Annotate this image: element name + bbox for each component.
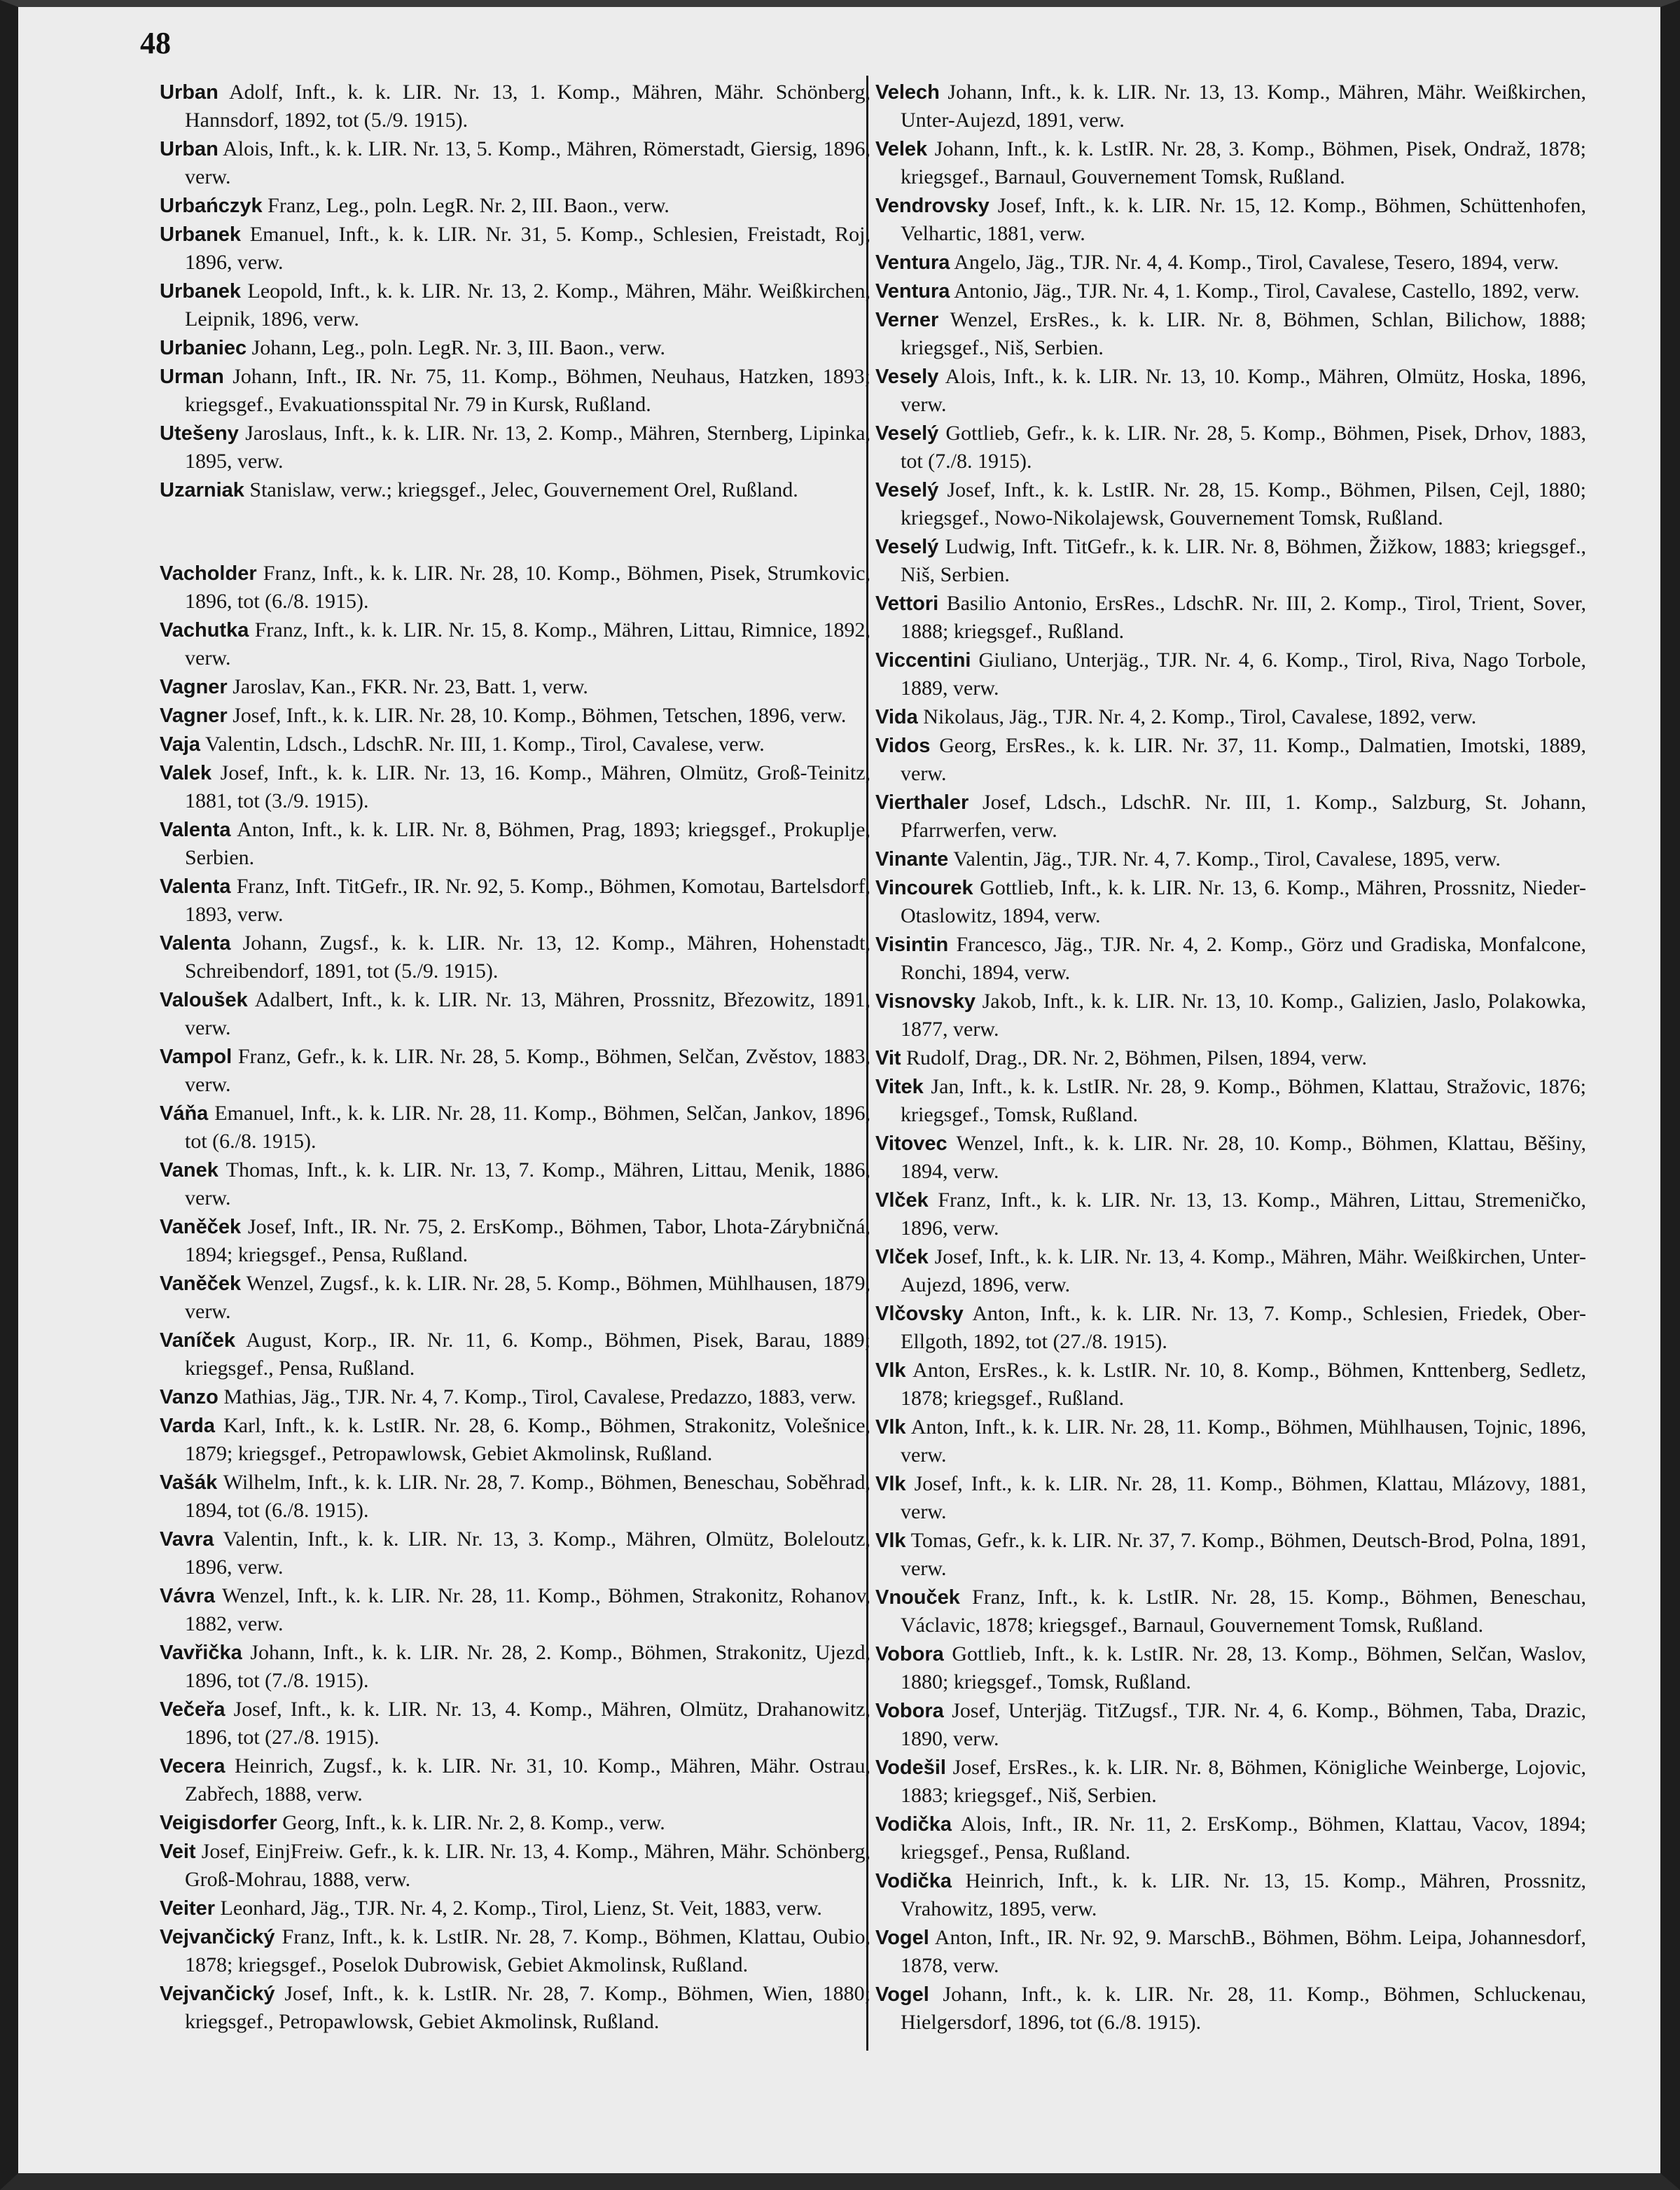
entry-details: Jaroslav, Kan., FKR. Nr. 23, Batt. 1, verw. — [232, 675, 588, 698]
casualty-entry — [875, 1300, 1586, 1356]
surname: Veselý — [875, 422, 939, 445]
entry-details: Johann, Inft., k. k. LIR. Nr. 28, 11. Komp., Böhmen, Schluckenau, Hielgersdorf, 1896, tot (6./8. 1915). — [901, 1983, 1587, 2034]
surname: Vampol — [160, 1046, 232, 1068]
casualty-entry — [160, 702, 870, 730]
surname: Vlček — [875, 1246, 929, 1268]
surname: Urbanek — [160, 280, 242, 303]
entry-details: Gottlieb, Inft., k. k. LIR. Nr. 13, 6. Komp., Mähren, Prossnitz, Nieder-Otaslowitz, 1894, verw. — [901, 876, 1587, 927]
entry-details: Thomas, Inft., k. k. LIR. Nr. 13, 7. Komp., Mähren, Littau, Menik, 1886, verw. — [185, 1158, 870, 1210]
entry-details: Basilio Antonio, ErsRes., LdschR. Nr. III, 2. Komp., Tirol, Trient, Sover, 1888; kriegsgef., Rußland. — [901, 592, 1587, 643]
casualty-entry — [875, 420, 1586, 476]
entry-details: Nikolaus, Jäg., TJR. Nr. 4, 2. Komp., Tirol, Cavalese, 1892, verw. — [923, 705, 1477, 728]
casualty-entry — [160, 1639, 870, 1695]
casualty-entry — [160, 221, 870, 277]
entry-details: Valentin, Jäg., TJR. Nr. 4, 7. Komp., Tirol, Cavalese, 1895, verw. — [953, 847, 1501, 871]
casualty-entry — [875, 1867, 1586, 1923]
casualty-entry — [875, 363, 1586, 419]
casualty-entry — [160, 1383, 870, 1411]
entry-details: Franz, Inft., k. k. LIR. Nr. 28, 10. Komp., Böhmen, Pisek, Strumkovic, 1896, tot (6./8. 1915). — [185, 562, 870, 613]
casualty-entry — [875, 249, 1586, 277]
casualty-entry — [875, 1470, 1586, 1526]
right-column — [875, 78, 1586, 2037]
casualty-entry — [875, 135, 1586, 191]
casualty-entry — [875, 845, 1586, 873]
casualty-entry — [160, 1270, 870, 1326]
surname: Vecera — [160, 1755, 225, 1777]
surname: Urman — [160, 366, 224, 388]
entry-details: Mathias, Jäg., TJR. Nr. 4, 7. Komp., Tirol, Cavalese, Predazzo, 1883, verw. — [223, 1385, 856, 1408]
casualty-entry — [160, 1582, 870, 1638]
entry-details: Rudolf, Drag., DR. Nr. 2, Böhmen, Pilsen, 1894, verw. — [906, 1046, 1368, 1069]
entry-details: Wenzel, ErsRes., k. k. LIR. Nr. 8, Böhmen, Schlan, Bilichow, 1888; kriegsgef., Niš, Serbien. — [901, 308, 1586, 359]
section-gap — [160, 505, 870, 560]
surname: Vitek — [875, 1076, 924, 1098]
casualty-entry — [160, 816, 870, 872]
surname: Uzarniak — [160, 479, 244, 501]
entry-details: Tomas, Gefr., k. k. LIR. Nr. 37, 7. Komp., Böhmen, Deutsch-Brod, Polna, 1891, verw. — [901, 1529, 1586, 1580]
casualty-entry — [160, 730, 870, 758]
entry-details: Francesco, Jäg., TJR. Nr. 4, 2. Komp., Görz und Gradiska, Monfalcone, Ronchi, 1894, verw. — [901, 933, 1586, 984]
entry-details: Franz, Inft., k. k. LstIR. Nr. 28, 15. Komp., Böhmen, Beneschau, Václavic, 1878; kriegsgef., Barnaul, Gouvernement Tomsk, Rußland. — [901, 1586, 1587, 1637]
surname: Vogel — [875, 1927, 929, 1949]
entry-details: Heinrich, Zugsf., k. k. LIR. Nr. 31, 10. Komp., Mähren, Mähr. Ostrau, Zabřech, 1888, verw. — [185, 1754, 871, 1806]
surname: Vagner — [160, 705, 228, 727]
entry-details: Valentin, Ldsch., LdschR. Nr. III, 1. Komp., Tirol, Cavalese, verw. — [205, 733, 765, 756]
entry-details: Josef, Inft., k. k. LIR. Nr. 28, 11. Komp., Böhmen, Klattau, Mlázovy, 1881, verw. — [901, 1472, 1586, 1523]
surname: Ventura — [875, 280, 950, 303]
left-column-v-section — [160, 560, 870, 2036]
casualty-entry — [160, 1980, 870, 2036]
entry-details: Franz, Leg., poln. LegR. Nr. 2, III. Baon., verw. — [268, 194, 669, 217]
casualty-entry — [160, 1412, 870, 1468]
casualty-entry — [875, 1981, 1586, 2037]
casualty-entry — [875, 1357, 1586, 1413]
entry-details: Josef, Inft., k. k. LIR. Nr. 13, 16. Komp., Mähren, Olmütz, Groß-Teinitz, 1881, tot (3./9. 1915). — [185, 761, 871, 812]
entry-details: Anton, Inft., k. k. LIR. Nr. 13, 7. Komp., Schlesien, Friedek, Ober-Ellgoth, 1892, tot (27./8. 1915). — [901, 1302, 1586, 1353]
entry-details: Antonio, Jäg., TJR. Nr. 4, 1. Komp., Tirol, Cavalese, Castello, 1892, verw. — [954, 279, 1580, 303]
surname: Vodešil — [875, 1756, 946, 1779]
surname: Urban — [160, 138, 218, 160]
casualty-entry — [875, 1527, 1586, 1583]
casualty-entry — [160, 1525, 870, 1581]
surname: Vidos — [875, 735, 931, 757]
surname: Valoušek — [160, 989, 248, 1011]
entry-details: Leopold, Inft., k. k. LIR. Nr. 13, 2. Komp., Mähren, Mähr. Weißkirchen, Leipnik, 1896, verw. — [185, 279, 871, 331]
entry-details: Franz, Inft. TitGefr., IR. Nr. 92, 5. Komp., Böhmen, Komotau, Bartelsdorf, 1893, verw. — [185, 875, 871, 926]
casualty-entry — [160, 1156, 870, 1212]
casualty-entry — [160, 363, 870, 419]
surname: Veselý — [875, 536, 939, 558]
casualty-entry — [160, 1100, 870, 1156]
casualty-entry — [875, 306, 1586, 362]
entry-details: Ludwig, Inft. TitGefr., k. k. LIR. Nr. 8, Böhmen, Žižkow, 1883; kriegsgef., Niš, Serbien. — [901, 535, 1587, 586]
entry-details: Karl, Inft., k. k. LstIR. Nr. 28, 6. Komp., Böhmen, Strakonitz, Volešnice, 1879; kriegsgef., Petropawlowsk, Gebiet Akmolinsk, Rußland. — [185, 1414, 871, 1465]
casualty-entry — [875, 476, 1586, 532]
casualty-entry — [160, 1213, 870, 1269]
casualty-entry — [875, 533, 1586, 589]
casualty-entry — [160, 616, 870, 672]
casualty-entry — [875, 78, 1586, 134]
surname: Vnouček — [875, 1586, 960, 1609]
surname: Utešeny — [160, 422, 239, 445]
casualty-entry — [875, 874, 1586, 930]
entry-details: Adolf, Inft., k. k. LIR. Nr. 13, 1. Komp., Mähren, Mähr. Schönberg, Hannsdorf, 1892, tot (5./9. 1915). — [185, 81, 870, 132]
entry-details: Josef, Inft., k. k. LstIR. Nr. 28, 7. Komp., Böhmen, Wien, 1880; kriegsgef., Petropawlowsk, Gebiet Akmolinsk, Rußland. — [185, 1982, 870, 2033]
entry-details: Giuliano, Unterjäg., TJR. Nr. 4, 6. Komp., Tirol, Riva, Nago Torbole, 1889, verw. — [901, 649, 1586, 700]
surname: Vejvančický — [160, 1926, 275, 1948]
casualty-entry — [875, 590, 1586, 646]
casualty-entry — [875, 1697, 1586, 1753]
casualty-entry — [160, 1752, 870, 1808]
casualty-entry — [875, 192, 1586, 248]
casualty-entry — [875, 1413, 1586, 1469]
surname: Ventura — [875, 251, 950, 274]
surname: Vlk — [875, 1530, 906, 1552]
surname: Urbańczyk — [160, 195, 263, 217]
entry-details: Franz, Inft., k. k. LIR. Nr. 15, 8. Komp., Mähren, Littau, Rimnice, 1892, verw. — [185, 618, 870, 670]
entry-details: Emanuel, Inft., k. k. LIR. Nr. 31, 5. Komp., Schlesien, Freistadt, Roj, 1896, verw. — [185, 223, 870, 274]
surname: Vavra — [160, 1528, 214, 1551]
casualty-entry — [875, 931, 1586, 987]
entry-details: Jan, Inft., k. k. LstIR. Nr. 28, 9. Komp., Böhmen, Klattau, Stražovic, 1876; kriegsgef., Tomsk, Rußland. — [901, 1075, 1587, 1126]
entry-details: Alois, Inft., IR. Nr. 11, 2. ErsKomp., Böhmen, Klattau, Vacov, 1894; kriegsgef., Pensa, Rußland. — [901, 1813, 1586, 1864]
surname: Vitovec — [875, 1132, 947, 1155]
surname: Vobora — [875, 1643, 944, 1665]
surname: Vida — [875, 706, 918, 728]
entry-details: Anton, Inft., k. k. LIR. Nr. 8, Böhmen, Prag, 1893; kriegsgef., Prokuplje, Serbien. — [185, 818, 870, 869]
surname: Vlk — [875, 1473, 906, 1495]
surname: Valek — [160, 762, 212, 784]
casualty-entry — [875, 703, 1586, 731]
surname: Vogel — [875, 1983, 929, 2006]
casualty-entry — [875, 646, 1586, 702]
casualty-entry — [160, 334, 870, 362]
surname: Vavřička — [160, 1642, 242, 1664]
surname: Vanzo — [160, 1386, 218, 1408]
entry-details: Emanuel, Inft., k. k. LIR. Nr. 28, 11. Komp., Böhmen, Selčan, Jankov, 1896, tot (6./8. 1915). — [185, 1102, 870, 1153]
entry-details: Johann, Leg., poln. LegR. Nr. 3, III. Baon., verw. — [251, 336, 666, 359]
entry-details: Johann, Inft., k. k. LIR. Nr. 28, 2. Komp., Böhmen, Strakonitz, Ujezd, 1896, tot (7./8. 1915). — [185, 1641, 871, 1692]
entry-details: Franz, Inft., k. k. LIR. Nr. 13, 13. Komp., Mähren, Littau, Stremeničko, 1896, verw. — [901, 1188, 1587, 1240]
surname: Veselý — [875, 479, 939, 501]
surname: Vesely — [875, 366, 939, 388]
surname: Vlček — [875, 1189, 929, 1212]
surname: Vierthaler — [875, 791, 969, 814]
right-column-v-section — [875, 78, 1586, 2037]
surname: Vincourek — [875, 877, 973, 899]
entry-details: Alois, Inft., k. k. LIR. Nr. 13, 10. Komp., Mähren, Olmütz, Hoska, 1896, verw. — [901, 365, 1586, 416]
surname: Valenta — [160, 819, 231, 841]
casualty-entry — [160, 1923, 870, 1979]
entry-details: Josef, Unterjäg. TitZugsf., TJR. Nr. 4, 6. Komp., Böhmen, Taba, Drazic, 1890, verw. — [901, 1699, 1587, 1750]
left-column-u-section — [160, 78, 870, 504]
casualty-entry — [160, 1809, 870, 1837]
entry-details: Anton, ErsRes., k. k. LstIR. Nr. 10, 8. Komp., Böhmen, Knttenberg, Sedletz, 1878; kriegsgef., Rußland. — [901, 1359, 1586, 1410]
casualty-entry — [160, 420, 870, 476]
entry-details: Johann, Inft., k. k. LstIR. Nr. 28, 3. Komp., Böhmen, Pisek, Ondraž, 1878; kriegsgef., Barnaul, Gouvernement Tomsk, Rußland. — [901, 137, 1586, 188]
surname: Visintin — [875, 934, 949, 956]
surname: Vobora — [875, 1700, 944, 1722]
surname: Vaníček — [160, 1329, 236, 1352]
entry-details: Josef, Inft., k. k. LIR. Nr. 13, 4. Komp., Mähren, Mähr. Weißkirchen, Unter-Aujezd, 1896, verw. — [901, 1245, 1587, 1296]
casualty-entry — [160, 1469, 870, 1525]
surname: Vlk — [875, 1359, 906, 1382]
entry-details: Gottlieb, Gefr., k. k. LIR. Nr. 28, 5. Komp., Böhmen, Pisek, Drhov, 1883, tot (7./8. 1915). — [901, 422, 1587, 473]
casualty-entry — [875, 732, 1586, 788]
entry-details: Georg, ErsRes., k. k. LIR. Nr. 37, 11. Komp., Dalmatien, Imotski, 1889, verw. — [901, 734, 1586, 785]
casualty-entry — [160, 673, 870, 701]
entry-details: Jaroslaus, Inft., k. k. LIR. Nr. 13, 2. Komp., Mähren, Sternberg, Lipinka, 1895, verw. — [185, 422, 870, 473]
surname: Urbanek — [160, 223, 242, 246]
surname: Vit — [875, 1047, 901, 1069]
surname: Viccentini — [875, 649, 971, 672]
casualty-entry — [160, 873, 870, 929]
entry-details: Anton, Inft., IR. Nr. 92, 9. MarschB., Böhmen, Böhm. Leipa, Johannesdorf, 1878, verw. — [901, 1926, 1586, 1977]
entry-details: Franz, Inft., k. k. LstIR. Nr. 28, 7. Komp., Böhmen, Klattau, Oubio, 1878; kriegsgef., Poselok Dubrowisk, Gebiet Akmolinsk, Rußland. — [185, 1925, 871, 1976]
surname: Vašák — [160, 1471, 218, 1494]
casualty-entry — [160, 929, 870, 985]
surname: Vagner — [160, 676, 228, 698]
casualty-entry — [875, 1186, 1586, 1242]
surname: Vlčovsky — [875, 1303, 964, 1325]
entry-details: Stanislaw, verw.; kriegsgef., Jelec, Gouvernement Orel, Rußland. — [249, 478, 798, 501]
casualty-entry — [160, 1696, 870, 1752]
surname: Valenta — [160, 932, 231, 955]
entry-details: Wenzel, Inft., k. k. LIR. Nr. 28, 10. Komp., Böhmen, Klattau, Běšiny, 1894, verw. — [901, 1132, 1586, 1183]
surname: Vávra — [160, 1585, 216, 1607]
left-column — [160, 78, 870, 2037]
surname: Vejvančický — [160, 1983, 275, 2005]
surname: Velech — [875, 81, 940, 104]
surname: Visnovsky — [875, 990, 976, 1013]
surname: Vodička — [875, 1870, 952, 1892]
entry-details: Wenzel, Inft., k. k. LIR. Nr. 28, 11. Komp., Böhmen, Strakonitz, Rohanov, 1882, verw. — [185, 1584, 870, 1635]
surname: Urban — [160, 81, 218, 104]
surname: Vendrovsky — [875, 195, 990, 217]
surname: Vaněček — [160, 1216, 242, 1238]
surname: Veit — [160, 1841, 196, 1863]
surname: Vacholder — [160, 562, 257, 585]
casualty-entry — [160, 1043, 870, 1099]
casualty-entry — [160, 277, 870, 333]
entry-details: Angelo, Jäg., TJR. Nr. 4, 4. Komp., Tirol, Cavalese, Tesero, 1894, verw. — [954, 251, 1560, 274]
surname: Veiter — [160, 1897, 215, 1920]
casualty-entry — [160, 78, 870, 134]
casualty-entry — [875, 1073, 1586, 1129]
surname: Vachutka — [160, 619, 249, 642]
entry-details: Josef, Ldsch., LdschR. Nr. III, 1. Komp., Salzburg, St. Johann, Pfarrwerfen, verw. — [901, 791, 1587, 842]
casualty-entry — [875, 1640, 1586, 1696]
entry-details: Heinrich, Inft., k. k. LIR. Nr. 13, 15. Komp., Mähren, Prossnitz, Vrahowitz, 1895, verw. — [901, 1869, 1587, 1920]
page-number: 48 — [140, 26, 171, 60]
casualty-entry — [875, 789, 1586, 845]
entry-details: Gottlieb, Inft., k. k. LstIR. Nr. 28, 13. Komp., Böhmen, Selčan, Waslov, 1880; kriegsgef., Tomsk, Rußland. — [901, 1642, 1586, 1693]
casualty-entry — [160, 1894, 870, 1922]
entry-details: Johann, Zugsf., k. k. LIR. Nr. 13, 12. Komp., Mähren, Hohenstadt, Schreibendorf, 1891, tot (5./9. 1915). — [185, 931, 870, 983]
casualty-entry — [160, 759, 870, 815]
surname: Vettori — [875, 592, 939, 615]
entry-details: Wilhelm, Inft., k. k. LIR. Nr. 28, 7. Komp., Böhmen, Beneschau, Soběhrad, 1894, tot (6./8. 1915). — [185, 1471, 870, 1522]
entry-details: Anton, Inft., k. k. LIR. Nr. 28, 11. Komp., Böhmen, Mühlhausen, Tojnic, 1896, verw. — [901, 1415, 1586, 1467]
entry-details: Josef, ErsRes., k. k. LIR. Nr. 8, Böhmen, Königliche Weinberge, Lojovic, 1883; kriegsgef., Niš, Serbien. — [901, 1756, 1587, 1807]
surname: Vanek — [160, 1159, 218, 1181]
casualty-entry — [160, 192, 870, 220]
surname: Vlk — [875, 1416, 906, 1439]
entry-details: Alois, Inft., k. k. LIR. Nr. 13, 5. Komp., Mähren, Römerstadt, Giersig, 1896, verw. — [185, 137, 870, 188]
surname: Vinante — [875, 848, 949, 871]
casualty-entry — [160, 1838, 870, 1894]
casualty-entry — [875, 277, 1586, 305]
surname: Vaněček — [160, 1273, 242, 1295]
entry-details: Josef, Inft., k. k. LIR. Nr. 15, 12. Komp., Böhmen, Schüttenhofen, Velhartic, 1881, verw. — [901, 194, 1587, 245]
entry-details: August, Korp., IR. Nr. 11, 6. Komp., Böhmen, Pisek, Barau, 1889; kriegsgef., Pensa, Rußland. — [185, 1329, 870, 1380]
entry-details: Josef, Inft., k. k. LIR. Nr. 28, 10. Komp., Böhmen, Tetschen, 1896, verw. — [232, 704, 847, 727]
entry-details: Josef, Inft., IR. Nr. 75, 2. ErsKomp., Böhmen, Tabor, Lhota-Zárybničná, 1894; kriegsgef., Pensa, Rußland. — [185, 1215, 870, 1266]
surname: Velek — [875, 138, 928, 160]
surname: Veigisdorfer — [160, 1812, 277, 1834]
surname: Urbaniec — [160, 337, 247, 359]
surname: Varda — [160, 1415, 215, 1437]
surname: Večeřa — [160, 1698, 225, 1721]
surname: Vaja — [160, 733, 201, 756]
entry-details: Johann, Inft., k. k. LIR. Nr. 13, 13. Komp., Mähren, Mähr. Weißkirchen, Unter-Aujezd, 1891, verw. — [901, 81, 1587, 132]
surname: Valenta — [160, 875, 231, 898]
surname: Vodička — [875, 1813, 952, 1836]
casualty-entry — [875, 1243, 1586, 1299]
entry-details: Wenzel, Zugsf., k. k. LIR. Nr. 28, 5. Komp., Böhmen, Mühlhausen, 1879, verw. — [185, 1272, 870, 1323]
casualty-entry — [875, 1754, 1586, 1810]
entry-details: Leonhard, Jäg., TJR. Nr. 4, 2. Komp., Tirol, Lienz, St. Veit, 1883, verw. — [220, 1897, 822, 1920]
entry-details: Valentin, Inft., k. k. LIR. Nr. 13, 3. Komp., Mähren, Olmütz, Boleloutz, 1896, verw. — [185, 1527, 870, 1579]
entry-details: Georg, Inft., k. k. LIR. Nr. 2, 8. Komp., verw. — [282, 1811, 665, 1834]
casualty-entry — [875, 987, 1586, 1044]
casualty-entry — [875, 1924, 1586, 1980]
entry-details: Franz, Gefr., k. k. LIR. Nr. 28, 5. Komp., Böhmen, Selčan, Zvěstov, 1883, verw. — [185, 1045, 871, 1096]
casualty-entry — [875, 1583, 1586, 1640]
casualty-entry — [160, 986, 870, 1042]
entry-details: Josef, EinjFreiw. Gefr., k. k. LIR. Nr. 13, 4. Komp., Mähren, Mähr. Schönberg, Groß-Mohrau, 1888, verw. — [185, 1840, 870, 1891]
surname: Verner — [875, 309, 939, 331]
surname: Váňa — [160, 1102, 209, 1125]
casualty-entry — [160, 476, 870, 504]
casualty-entry — [875, 1810, 1586, 1866]
casualty-entry — [160, 1326, 870, 1382]
casualty-entry — [875, 1044, 1586, 1072]
casualty-entry — [160, 560, 870, 616]
entry-details: Jakob, Inft., k. k. LIR. Nr. 13, 10. Komp., Galizien, Jaslo, Polakowka, 1877, verw. — [901, 990, 1587, 1041]
casualty-entry — [875, 1130, 1586, 1186]
entry-details: Johann, Inft., IR. Nr. 75, 11. Komp., Böhmen, Neuhaus, Hatzken, 1893; kriegsgef., Evakuationsspital Nr. 79 in Kursk, Rußland. — [185, 365, 871, 416]
casualty-entry — [160, 135, 870, 191]
entry-details: Josef, Inft., k. k. LIR. Nr. 13, 4. Komp., Mähren, Olmütz, Drahanowitz, 1896, tot (27./8. 1915). — [185, 1698, 870, 1749]
entry-details: Adalbert, Inft., k. k. LIR. Nr. 13, Mähren, Prossnitz, Březowitz, 1891, verw. — [185, 988, 870, 1039]
entry-details: Josef, Inft., k. k. LstIR. Nr. 28, 15. Komp., Böhmen, Pilsen, Cejl, 1880; kriegsgef., Nowo-Nikolajewsk, Gouvernement Tomsk, Rußland. — [901, 478, 1586, 529]
